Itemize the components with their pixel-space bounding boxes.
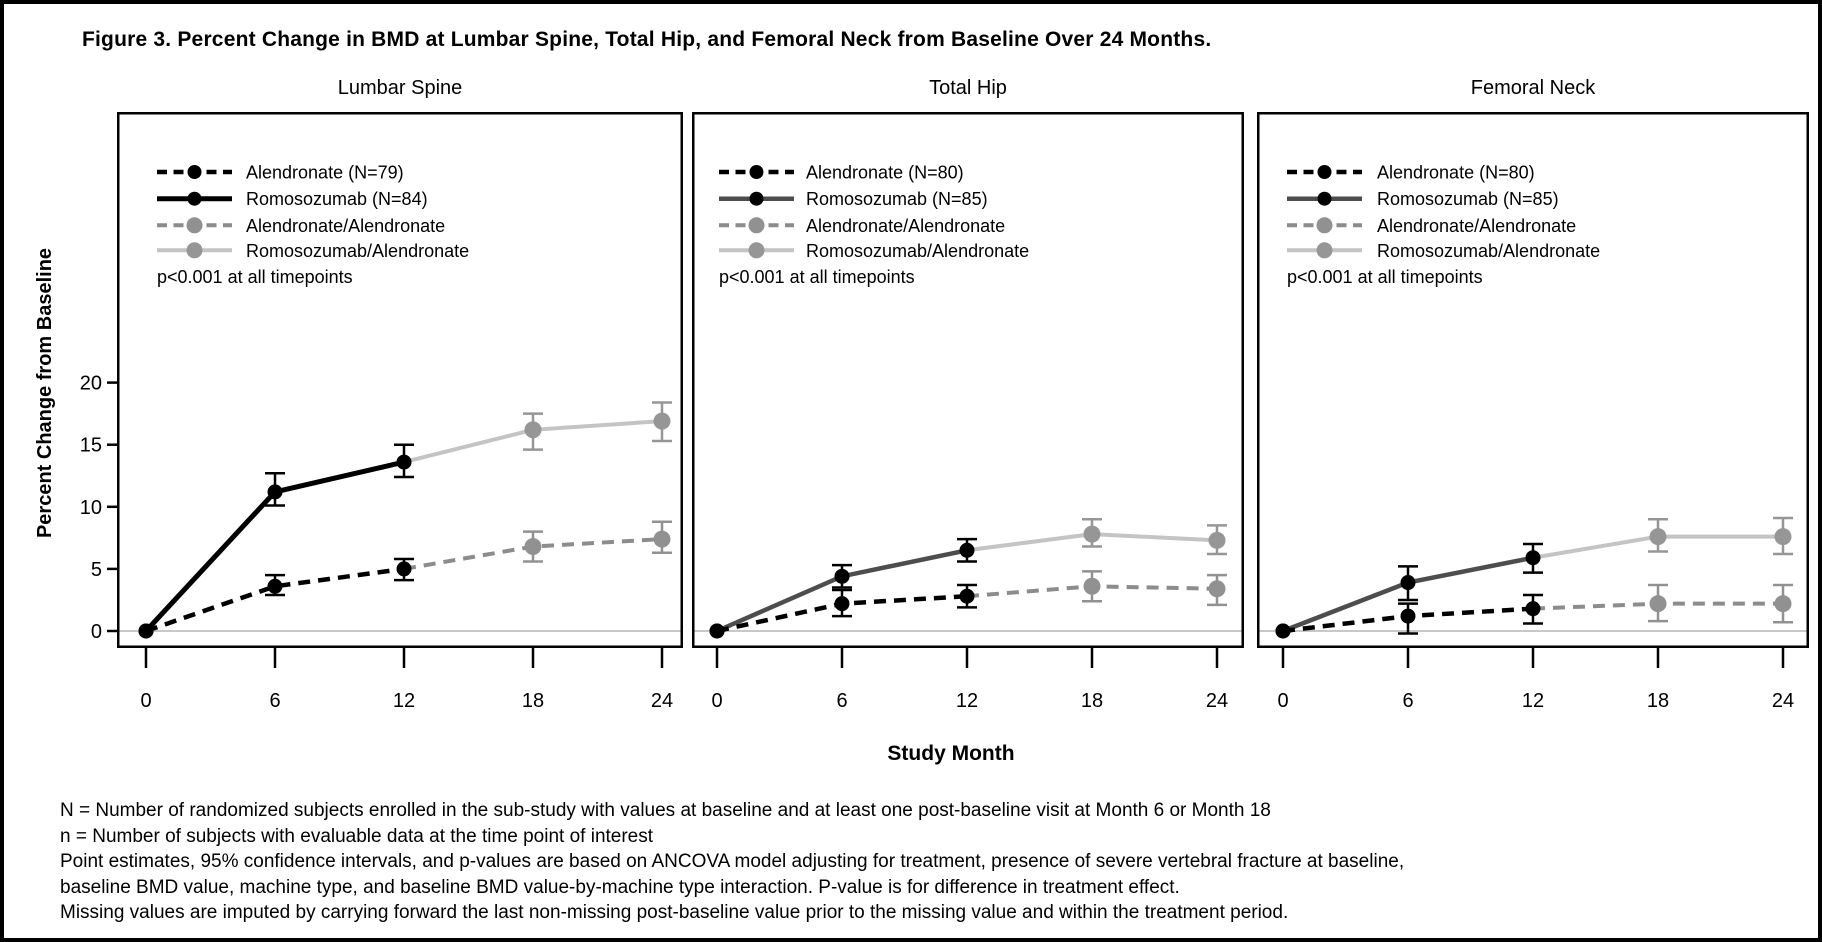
- y-axis-label: Percent Change from Baseline: [34, 247, 56, 539]
- data-point-romosozumab-n-84: [397, 455, 412, 470]
- x-tick-label: 18: [521, 690, 545, 712]
- data-point-romosozumab-n-85: [1401, 575, 1416, 590]
- footnote-line: Point estimates, 95% confidence intervals, and p-values are based on ANCOVA model adjusting for treatment, presence of severe vertebral fracture at baseline,: [60, 851, 1405, 872]
- x-tick-label: 0: [140, 690, 152, 712]
- figure-title: Figure 3. Percent Change in BMD at Lumbar Spine, Total Hip, and Femoral Neck from Baseline Over 24 Months.: [82, 28, 1212, 51]
- legend-marker-alendronate-alendronate: [187, 217, 203, 233]
- legend-marker-romosozumab-alendronate: [187, 242, 203, 258]
- legend-label-romosozumab-n-85: Romosozumab (N=85): [1377, 189, 1559, 210]
- legend-label-alendronate-n-80: Alendronate (N=80): [1377, 162, 1535, 183]
- data-point-alendronate-n-80: [1401, 609, 1416, 624]
- data-point-romosozumab-alendronate: [525, 421, 542, 438]
- y-tick-label: 10: [79, 496, 102, 519]
- y-tick-label: 0: [90, 621, 102, 643]
- x-tick-label: 0: [1277, 690, 1289, 712]
- legend-marker-romosozumab-n-85: [750, 192, 764, 206]
- legend-marker-alendronate-alendronate: [749, 217, 765, 233]
- data-point-romosozumab-n-84: [268, 484, 283, 499]
- panel-lumbar-spine: [57, 60, 683, 716]
- panel-title-total-hip: Total Hip: [929, 77, 1007, 99]
- legend-label-alendronate-alendronate: Alendronate/Alendronate: [1377, 215, 1577, 236]
- data-point-alendronate-alendronate: [1775, 595, 1792, 612]
- legend-label-romosozumab-alendronate: Romosozumab/Alendronate: [806, 240, 1030, 261]
- data-point-alendronate-n-79: [397, 561, 412, 576]
- panel-title-lumbar-spine: Lumbar Spine: [337, 77, 463, 99]
- data-point-alendronate-n-80: [1276, 624, 1291, 639]
- data-point-alendronate-n-80: [1526, 601, 1541, 616]
- data-point-romosozumab-n-85: [835, 569, 850, 584]
- x-tick-label: 24: [650, 690, 674, 712]
- footnote-line: Missing values are imputed by carrying forward the last non-missing post-baseline value prior to the missing value and within the treatment period.: [60, 902, 1289, 923]
- panel-total-hip: [692, 60, 1244, 716]
- panel-plot-lumbar-spine: [57, 112, 683, 716]
- panel-femoral-neck: [1257, 60, 1809, 716]
- panel-plot-femoral-neck: [1257, 112, 1809, 716]
- legend-label-alendronate-n-79: Alendronate (N=79): [246, 162, 404, 183]
- data-point-romosozumab-n-85: [1526, 550, 1541, 565]
- legend-marker-alendronate-n-80: [750, 165, 764, 179]
- data-point-romosozumab-alendronate: [1775, 528, 1792, 545]
- legend-label-romosozumab-n-84: Romosozumab (N=84): [246, 189, 428, 210]
- x-tick-label: 18: [1646, 690, 1670, 712]
- data-point-alendronate-n-80: [960, 589, 975, 604]
- data-point-romosozumab-n-85: [960, 543, 975, 558]
- data-point-alendronate-n-79: [139, 624, 154, 639]
- x-tick-label: 12: [955, 690, 979, 712]
- data-point-alendronate-alendronate: [1209, 580, 1226, 597]
- legend-label-romosozumab-n-85: Romosozumab (N=85): [806, 189, 988, 210]
- data-point-romosozumab-alendronate: [654, 413, 671, 430]
- x-tick-label: 6: [269, 690, 281, 712]
- data-point-romosozumab-alendronate: [1084, 526, 1101, 543]
- y-tick-label: 20: [79, 372, 102, 395]
- data-point-romosozumab-alendronate: [1209, 532, 1226, 549]
- data-point-alendronate-n-79: [268, 579, 283, 594]
- x-tick-label: 6: [836, 690, 848, 712]
- legend-marker-romosozumab-alendronate: [749, 242, 765, 258]
- x-tick-label: 12: [1521, 690, 1545, 712]
- legend-marker-alendronate-n-79: [188, 165, 202, 179]
- legend-marker-romosozumab-alendronate: [1317, 242, 1333, 258]
- x-tick-label: 0: [711, 690, 723, 712]
- data-point-alendronate-n-80: [835, 596, 850, 611]
- legend-marker-alendronate-n-80: [1318, 165, 1332, 179]
- legend-marker-alendronate-alendronate: [1317, 217, 1333, 233]
- data-point-alendronate-n-80: [710, 624, 725, 639]
- data-point-alendronate-alendronate: [1084, 578, 1101, 595]
- legend-label-romosozumab-alendronate: Romosozumab/Alendronate: [246, 240, 470, 261]
- footnote-line: n = Number of subjects with evaluable data at the time point of interest: [60, 825, 654, 847]
- x-axis-label: Study Month: [887, 742, 1015, 765]
- footnotes: [60, 798, 1818, 926]
- x-tick-label: 12: [392, 690, 416, 712]
- x-tick-label: 24: [1771, 690, 1795, 712]
- p-value-note: p<0.001 at all timepoints: [157, 267, 353, 287]
- data-point-alendronate-alendronate: [525, 538, 542, 555]
- data-point-alendronate-alendronate: [654, 531, 671, 548]
- panel-plot-total-hip: [692, 112, 1244, 716]
- x-tick-label: 18: [1080, 690, 1104, 712]
- legend-label-alendronate-alendronate: Alendronate/Alendronate: [806, 215, 1006, 236]
- legend-label-alendronate-alendronate: Alendronate/Alendronate: [246, 215, 446, 236]
- panel-title-femoral-neck: Femoral Neck: [1470, 77, 1596, 99]
- y-tick-label: 5: [90, 558, 102, 581]
- y-tick-label: 15: [79, 434, 102, 457]
- footnote-line: baseline BMD value, machine type, and baseline BMD value-by-machine type interaction. P-value is for difference in treatment effect.: [60, 876, 1180, 898]
- legend-marker-romosozumab-n-85: [1318, 192, 1332, 206]
- p-value-note: p<0.001 at all timepoints: [1287, 267, 1483, 287]
- panels-row: [4, 60, 1818, 716]
- x-tick-label: 24: [1205, 690, 1229, 712]
- p-value-note: p<0.001 at all timepoints: [719, 267, 915, 287]
- legend-label-romosozumab-alendronate: Romosozumab/Alendronate: [1377, 240, 1601, 261]
- legend-label-alendronate-n-80: Alendronate (N=80): [806, 162, 964, 183]
- chart-area: [4, 60, 1818, 766]
- x-tick-label: 6: [1402, 690, 1414, 712]
- legend-marker-romosozumab-n-84: [188, 192, 202, 206]
- footnote-line: N = Number of randomized subjects enrolled in the sub-study with values at baseline and at least one post-baseline visit at Month 6 or Month 18: [60, 800, 1271, 821]
- data-point-alendronate-alendronate: [1650, 595, 1667, 612]
- data-point-romosozumab-alendronate: [1650, 528, 1667, 545]
